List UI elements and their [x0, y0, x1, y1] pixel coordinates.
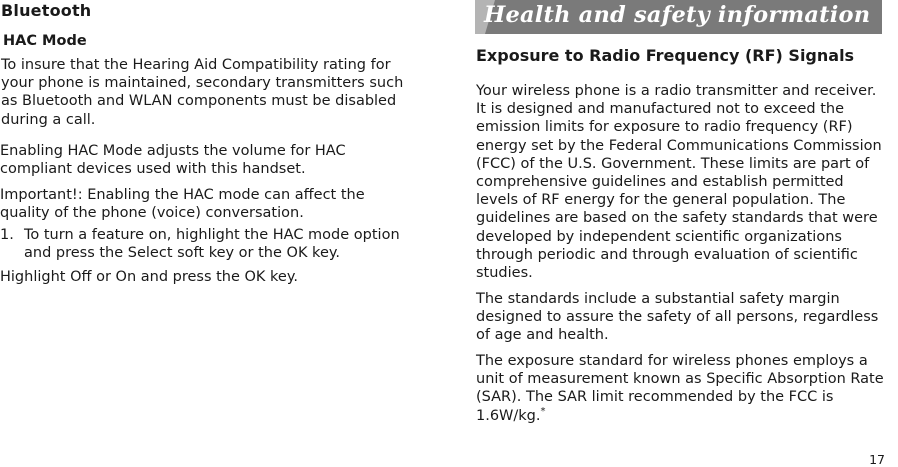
page-number: 17 [869, 452, 885, 467]
step-text: To turn a feature on, highlight the HAC mode option and press the Select soft key or the OK key. [24, 227, 400, 262]
step-number: 1. [0, 227, 14, 243]
highlight-instruction: Highlight Off or On and press the OK key. [0, 269, 298, 285]
rf-paragraph-3 [476, 352, 888, 425]
step-list [0, 226, 420, 262]
rf-paragraph-2: The standards include a substantial safety margin designed to assure the safety of all persons, regardless of age and health. [476, 291, 879, 344]
hac-intro-paragraph: To insure that the Hearing Aid Compatibility rating for your phone is maintained, secondary transmitters such as Bluetooth and WLAN components must be disabled during a call. [1, 57, 404, 128]
chapter-title: Health and safety information [484, 2, 871, 28]
footnote-marker: * [540, 405, 546, 417]
section-title-bluetooth: Bluetooth [1, 1, 92, 20]
hac-important-note: Important!: Enabling the HAC mode can affect the quality of the phone (voice) conversation. [0, 187, 365, 222]
rf-paragraph-1: Your wireless phone is a radio transmitter and receiver. It is designed and manufactured not to exceed the emission limits for exposure to radio frequency (RF) energy set by the Federal Communications Commission (FCC) of the U.S. Government. These limits are part of comprehensive guidelines and establish permitted levels of RF energy for the general population. The guidelines are based on the safety standards that were developed by independent scientific organizations through periodic and through evaluation of scientific studies. [476, 83, 882, 282]
rf-paragraph-3-text: The exposure standard for wireless phones employs a unit of measurement known as Specific Absorption Rate (SAR). The SAR limit recommended by the FCC is 1.6W/kg. [476, 353, 884, 424]
subsection-title-hac-mode: HAC Mode [3, 33, 87, 49]
chapter-banner [475, 0, 882, 34]
hac-enable-paragraph: Enabling HAC Mode adjusts the volume for HAC compliant devices used with this handset. [0, 143, 346, 178]
rf-heading: Exposure to Radio Frequency (RF) Signals [476, 46, 855, 65]
list-item [0, 226, 420, 262]
